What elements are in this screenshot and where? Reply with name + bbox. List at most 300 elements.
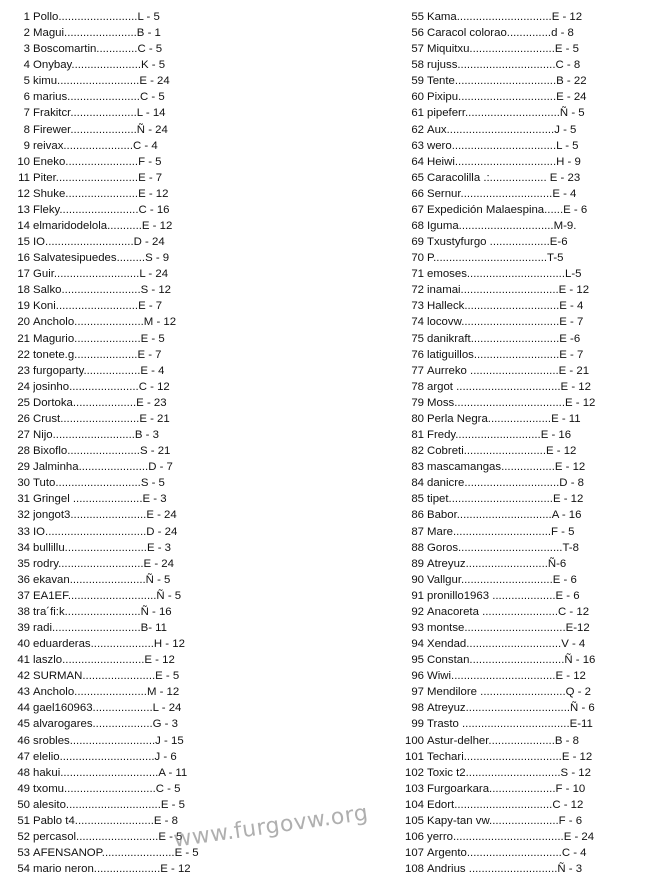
- list-item-number: 51: [17, 814, 30, 827]
- list-item-number: 33: [17, 525, 30, 538]
- list-item-number: 39: [17, 621, 30, 634]
- list-item-number: 95: [411, 654, 424, 667]
- list-item-number: 75: [411, 332, 424, 345]
- list-item-entry: Goros.................................T-8: [427, 541, 579, 554]
- list-item-number: 92: [411, 605, 424, 618]
- list-item-entry: Toxic t2..............................S - 12: [427, 766, 591, 779]
- list-item-number: 17: [17, 268, 30, 281]
- list-item: [398, 475, 660, 491]
- list-item: [398, 154, 660, 170]
- list-item: [6, 604, 306, 620]
- list-item-entry: wero.................................L - 5: [427, 139, 579, 152]
- list-item: [398, 700, 660, 716]
- list-item-entry: bullillu..........................E - 3: [33, 541, 171, 554]
- list-item: [6, 138, 306, 154]
- list-item-entry: Astur-delher.....................B - 8: [427, 734, 579, 747]
- list-item-number: 1: [23, 11, 30, 23]
- list-item: [398, 829, 660, 845]
- list-item-number: 36: [17, 573, 30, 586]
- list-item-number: 22: [17, 348, 30, 361]
- list-item-number: 54: [17, 863, 30, 876]
- list-item: [398, 540, 660, 556]
- list-item-number: 99: [411, 718, 424, 731]
- list-item-number: 11: [18, 171, 30, 184]
- list-item: [6, 298, 306, 314]
- list-item-number: 65: [411, 171, 424, 184]
- list-item-entry: Caracol colorao..............d - 8: [427, 27, 574, 40]
- list-item-number: 68: [411, 220, 424, 233]
- list-item: [398, 89, 660, 105]
- list-item: [398, 556, 660, 572]
- list-item-number: 34: [17, 541, 30, 554]
- list-item-entry: inamai...............................E - 12: [427, 284, 590, 297]
- list-item: [398, 298, 660, 314]
- list-item: [398, 459, 660, 475]
- list-item-entry: Pablo t4.........................E - 8: [33, 814, 178, 827]
- list-item-number: 66: [411, 187, 424, 200]
- list-item-entry: Tuto...........................S - 5: [33, 477, 165, 490]
- list-item: [6, 668, 306, 684]
- list-item-number: 77: [411, 364, 424, 377]
- list-item-entry: srobles...........................J - 15: [33, 734, 184, 747]
- list-item-entry: alesito..............................E - 5: [33, 798, 185, 811]
- list-item-entry: Atreyuz..........................Ñ-6: [427, 557, 567, 570]
- list-item-entry: Frakitcr.....................L - 14: [33, 107, 166, 120]
- list-item-entry: furgoparty..................E - 4: [33, 364, 165, 377]
- list-item: [6, 700, 306, 716]
- list-item-number: 61: [411, 107, 424, 120]
- list-item-number: 88: [411, 541, 424, 554]
- list-item-entry: danicre..............................D - 8: [427, 477, 584, 490]
- list-item-entry: latiguillos...........................E - 7: [427, 348, 584, 361]
- list-item: [398, 636, 660, 652]
- list-item-entry: Kapy-tan vw......................F - 6: [427, 814, 583, 827]
- list-item: [398, 845, 660, 861]
- list-item-entry: Miquitxu...........................E - 5: [427, 43, 579, 56]
- list-item: [6, 556, 306, 572]
- list-item-number: 35: [17, 557, 30, 570]
- list-item-number: 26: [17, 412, 30, 425]
- list-item-entry: Cobreti..........................E - 12: [427, 445, 577, 458]
- list-item-number: 10: [17, 155, 30, 168]
- list-item: [6, 363, 306, 379]
- list-item: [398, 668, 660, 684]
- list-item: [6, 507, 306, 523]
- list-item-number: 52: [17, 830, 30, 843]
- list-item-number: 47: [17, 750, 30, 763]
- list-item-entry: Firewer.....................Ñ - 24: [33, 123, 168, 136]
- list-item-number: 63: [411, 139, 424, 152]
- list-item-entry: hakui...............................A - 11: [33, 766, 188, 779]
- list-item-entry: Gringel ......................E - 3: [33, 493, 167, 506]
- list-item-entry: Halleck..............................E - 4: [427, 300, 584, 313]
- list-item: [398, 716, 660, 732]
- list-item-number: 84: [411, 477, 424, 490]
- list-item: [6, 716, 306, 732]
- list-item: [398, 604, 660, 620]
- list-item-number: 2: [23, 27, 30, 40]
- list-item-number: 7: [23, 107, 30, 120]
- list-item-entry: Boscomartin.............C - 5: [33, 43, 163, 56]
- list-item: [398, 105, 660, 121]
- list-item: [398, 282, 660, 298]
- list-item-entry: eduarderas....................H - 12: [33, 638, 185, 651]
- list-item-entry: Moss...................................E - 12: [427, 396, 596, 409]
- list-item-number: 59: [411, 75, 424, 88]
- list-item: [398, 73, 660, 89]
- list-item: [6, 459, 306, 475]
- list-item: [6, 797, 306, 813]
- list-item-entry: Wiwi.................................E - 12: [427, 670, 586, 683]
- list-item-entry: rujuss...............................C - 8: [427, 59, 581, 72]
- list-item: [398, 170, 660, 186]
- list-item: [6, 491, 306, 507]
- list-item-number: 85: [411, 493, 424, 506]
- list-item-number: 90: [411, 573, 424, 586]
- list-item: [6, 105, 306, 121]
- list-item-entry: elmaridodelola...........E - 12: [33, 220, 173, 233]
- list-item: [398, 234, 660, 250]
- list-item-entry: txomu.............................C - 5: [33, 782, 181, 795]
- list-item-entry: Koni..........................E - 7: [33, 300, 163, 313]
- list-item-entry: Techari...............................E - 12: [427, 750, 593, 763]
- list-item-number: 79: [411, 396, 424, 409]
- list-item: [398, 861, 660, 877]
- list-item: [6, 9, 306, 25]
- list-item: [6, 733, 306, 749]
- list-item-entry: mario neron.....................E - 12: [33, 863, 191, 876]
- list-item-entry: kimu..........................E - 24: [33, 75, 170, 88]
- list-item-entry: Bixoflo.......................S - 21: [33, 445, 171, 458]
- list-item: [6, 250, 306, 266]
- list-item: [6, 154, 306, 170]
- list-item-number: 58: [411, 59, 424, 72]
- list-item-number: 98: [411, 702, 424, 715]
- list-item-number: 67: [411, 203, 424, 216]
- list-item: [398, 122, 660, 138]
- list-item-number: 94: [411, 638, 424, 651]
- list-item-number: 108: [404, 863, 424, 876]
- list-item: [6, 829, 306, 845]
- list-item: [398, 25, 660, 41]
- list-item: [398, 797, 660, 813]
- list-item: [398, 395, 660, 411]
- list-item-entry: rodry...........................E - 24: [33, 557, 174, 570]
- list-item-number: 56: [411, 27, 424, 40]
- list-item: [398, 363, 660, 379]
- list-item: [6, 41, 306, 57]
- list-item-entry: mascamangas.................E - 12: [427, 461, 586, 474]
- list-item-entry: SURMAN.......................E - 5: [33, 670, 180, 683]
- list-item-number: 14: [17, 220, 30, 233]
- list-item-number: 87: [411, 525, 424, 538]
- list-item-entry: alvarogares...................G - 3: [33, 718, 178, 731]
- list-item-entry: Anacoreta ........................C - 12: [427, 605, 590, 618]
- list-item-number: 9: [23, 139, 30, 152]
- list-item: [6, 170, 306, 186]
- watermark: www.furgovw.org: [172, 800, 370, 853]
- list-item-number: 49: [17, 782, 30, 795]
- participant-list-left: [6, 9, 306, 877]
- list-item-entry: Mare...............................F - 5: [427, 525, 575, 538]
- list-item: [6, 427, 306, 443]
- list-item-entry: Salvatesipuedes.........S - 9: [33, 252, 170, 265]
- list-item-entry: Shuke.......................E - 12: [33, 187, 169, 200]
- list-item: [398, 491, 660, 507]
- list-item-number: 76: [411, 348, 424, 361]
- list-item: [398, 347, 660, 363]
- list-item-number: 82: [411, 445, 424, 458]
- list-item-entry: Magui.......................B - 1: [33, 27, 161, 40]
- list-item-number: 91: [411, 589, 424, 602]
- list-item-entry: AFENSANOP.......................E - 5: [33, 847, 199, 860]
- list-item: [398, 813, 660, 829]
- list-item-number: 100: [404, 734, 424, 747]
- list-item: [6, 234, 306, 250]
- list-item-entry: laszlo..........................E - 12: [33, 654, 175, 667]
- list-item-entry: Dortoka....................E - 23: [33, 396, 167, 409]
- list-item-number: 27: [17, 429, 30, 442]
- list-item-entry: Xendad..............................V - 4: [427, 638, 586, 651]
- list-item: [6, 540, 306, 556]
- participant-list-right: [398, 9, 660, 877]
- list-item-number: 107: [404, 847, 424, 860]
- list-item-entry: Expedición Malaespina......E - 6: [427, 203, 588, 216]
- list-item-number: 24: [17, 380, 30, 393]
- list-item: [398, 427, 660, 443]
- list-item-entry: Babor..............................A - 16: [427, 509, 582, 522]
- list-item-number: 80: [411, 412, 424, 425]
- list-item: [398, 379, 660, 395]
- list-item-entry: pipeferr..............................Ñ - 5: [427, 107, 585, 120]
- list-item-number: 106: [404, 830, 424, 843]
- list-item-number: 41: [17, 654, 30, 667]
- list-item-number: 62: [411, 123, 424, 136]
- list-item: [6, 57, 306, 73]
- list-item-number: 101: [404, 750, 424, 763]
- list-item: [398, 620, 660, 636]
- list-item-number: 45: [17, 718, 30, 731]
- list-item-entry: IO............................D - 24: [33, 236, 165, 249]
- list-item-number: 71: [411, 268, 424, 281]
- list-item-number: 32: [17, 509, 30, 522]
- list-item: [6, 620, 306, 636]
- list-item: [6, 684, 306, 700]
- list-item: [398, 588, 660, 604]
- list-item-number: 23: [17, 364, 30, 377]
- list-item: [6, 475, 306, 491]
- list-item-number: 104: [404, 798, 424, 811]
- list-item-number: 30: [17, 477, 30, 490]
- list-item-number: 5: [23, 75, 30, 88]
- list-item: [6, 395, 306, 411]
- list-item: [398, 331, 660, 347]
- list-item-number: 48: [17, 766, 30, 779]
- list-item-entry: radi............................B- 11: [33, 621, 167, 634]
- list-item-number: 37: [17, 589, 30, 602]
- list-item-number: 53: [17, 847, 30, 860]
- list-item-entry: percasol..........................E - 5: [33, 830, 183, 843]
- list-item-number: 93: [411, 621, 424, 634]
- list-item-number: 6: [23, 91, 30, 104]
- list-item-entry: Eneko.......................F - 5: [33, 155, 162, 168]
- list-item-entry: Caracolilla .:.................. E - 23: [427, 171, 581, 184]
- list-item: [398, 218, 660, 234]
- list-item-entry: marius.......................C - 5: [33, 91, 165, 104]
- list-item: [6, 314, 306, 330]
- list-item: [6, 636, 306, 652]
- list-item-number: 81: [411, 429, 424, 442]
- list-item: [398, 57, 660, 73]
- list-item: [6, 379, 306, 395]
- list-item-entry: Furgoarkara.....................F - 10: [427, 782, 586, 795]
- list-item-number: 42: [17, 670, 30, 683]
- list-item-number: 103: [404, 782, 424, 795]
- list-item: [398, 138, 660, 154]
- list-item-entry: Crust.........................E - 21: [33, 412, 170, 425]
- list-item-entry: reivax......................C - 4: [33, 139, 158, 152]
- list-item-entry: Fredy...........................E - 16: [427, 429, 572, 442]
- list-item: [398, 250, 660, 266]
- list-item-entry: tonete.g....................E - 7: [33, 348, 162, 361]
- list-item: [398, 202, 660, 218]
- list-item-number: 4: [23, 59, 30, 72]
- list-item-entry: elelio..............................J - 6: [33, 750, 177, 763]
- list-item-entry: Heiwi................................H - 9: [427, 155, 581, 168]
- list-item-number: 8: [23, 123, 30, 136]
- list-item: [398, 9, 660, 25]
- list-item: [6, 652, 306, 668]
- list-item-entry: IO................................D - 24: [33, 525, 178, 538]
- list-item-number: 96: [411, 670, 424, 683]
- list-item-entry: Fleky.........................C - 16: [33, 203, 170, 216]
- list-item-number: 21: [17, 332, 30, 345]
- list-item: [398, 524, 660, 540]
- list-item: [6, 588, 306, 604]
- list-item-entry: locovw...............................E - 7: [427, 316, 584, 329]
- list-item-entry: montse................................E-12: [427, 621, 590, 634]
- list-item: [6, 572, 306, 588]
- list-item-entry: Guir...........................L - 24: [33, 268, 169, 281]
- list-item: [6, 524, 306, 540]
- list-item-entry: Trasto ..................................E-11: [427, 718, 593, 731]
- list-item-number: 64: [411, 155, 424, 168]
- list-item-number: 46: [17, 734, 30, 747]
- list-item-entry: Pixipu...............................E - 24: [427, 91, 587, 104]
- list-item-number: 89: [411, 557, 424, 570]
- list-item-number: 13: [17, 203, 30, 216]
- list-item-entry: Jalminha......................D - 7: [33, 461, 173, 474]
- list-item-number: 102: [404, 766, 424, 779]
- list-item-entry: yerro...................................E - 24: [427, 830, 595, 843]
- list-item-number: 74: [411, 316, 424, 329]
- list-item: [398, 781, 660, 797]
- list-item-entry: Edort...............................C - 12: [427, 798, 584, 811]
- list-item-entry: argot .................................E - 12: [427, 380, 591, 393]
- list-item-entry: tra´fi:k........................Ñ - 16: [33, 605, 172, 618]
- list-item-entry: tipet.................................E - 12: [427, 493, 584, 506]
- list-item: [6, 122, 306, 138]
- list-item-entry: ekavan........................Ñ - 5: [33, 573, 171, 586]
- list-item-entry: Salko.........................S - 12: [33, 284, 172, 297]
- list-item-entry: Aurreko ............................E - 21: [427, 364, 590, 377]
- list-item-number: 25: [17, 396, 30, 409]
- list-item: [398, 652, 660, 668]
- list-item-entry: Pollo.........................L - 5: [33, 11, 160, 23]
- list-item: [6, 347, 306, 363]
- list-item: [398, 733, 660, 749]
- list-item: [6, 331, 306, 347]
- list-item: [6, 765, 306, 781]
- list-item-number: 19: [17, 300, 30, 313]
- list-item: [398, 443, 660, 459]
- list-item-number: 78: [411, 380, 424, 393]
- list-item-entry: Sernur.............................E - 4: [427, 187, 577, 200]
- list-item: [398, 684, 660, 700]
- list-item: [6, 845, 306, 861]
- list-item-entry: Txustyfurgo ...................E-6: [427, 236, 568, 249]
- list-item-entry: Atreyuz.................................Ñ - 6: [427, 702, 595, 715]
- list-item-number: 20: [17, 316, 30, 329]
- list-item-entry: P....................................T-5: [427, 252, 564, 265]
- list-item-number: 69: [411, 236, 424, 249]
- list-item: [6, 282, 306, 298]
- list-item-number: 18: [17, 284, 30, 297]
- list-item-entry: Mendilore ...........................Q - 2: [427, 686, 591, 699]
- list-item-entry: Tente................................B - 22: [427, 75, 587, 88]
- list-item-number: 60: [411, 91, 424, 104]
- list-item-number: 15: [17, 236, 30, 249]
- list-item-entry: EA1EF............................Ñ - 5: [33, 589, 182, 602]
- list-item-entry: gael160963...................L - 24: [33, 702, 182, 715]
- list-item: [6, 186, 306, 202]
- list-item-entry: jongot3........................E - 24: [33, 509, 177, 522]
- list-item: [6, 266, 306, 282]
- list-item: [6, 218, 306, 234]
- list-item-number: 12: [17, 187, 30, 200]
- list-item-entry: Argento..............................C - 4: [427, 847, 587, 860]
- list-item: [6, 781, 306, 797]
- list-item-entry: Ancholo......................M - 12: [33, 316, 177, 329]
- list-item: [6, 73, 306, 89]
- list-item-entry: Perla Negra....................E - 11: [427, 412, 581, 425]
- list-item: [6, 813, 306, 829]
- list-item-number: 44: [17, 702, 30, 715]
- list-item: [6, 202, 306, 218]
- list-item: [398, 266, 660, 282]
- list-item: [398, 765, 660, 781]
- list-item-number: 29: [17, 461, 30, 474]
- list-item: [6, 861, 306, 877]
- list-item-entry: pronillo1963 ....................E - 6: [427, 589, 580, 602]
- list-item-number: 83: [411, 461, 424, 474]
- list-item: [398, 41, 660, 57]
- list-item-entry: Kama..............................E - 12: [427, 11, 583, 23]
- list-item-number: 31: [17, 493, 30, 506]
- list-item-entry: danikraft............................E -6: [427, 332, 581, 345]
- list-item: [398, 749, 660, 765]
- list-item-entry: Iguma..............................M-9.: [427, 220, 577, 233]
- list-item-number: 43: [17, 686, 30, 699]
- list-item-number: 73: [411, 300, 424, 313]
- list-item-number: 55: [411, 11, 424, 23]
- list-item: [6, 411, 306, 427]
- list-item-entry: Constan..............................Ñ - 16: [427, 654, 596, 667]
- list-item-number: 28: [17, 445, 30, 458]
- list-item: [6, 89, 306, 105]
- list-item: [6, 749, 306, 765]
- list-item-number: 3: [23, 43, 30, 56]
